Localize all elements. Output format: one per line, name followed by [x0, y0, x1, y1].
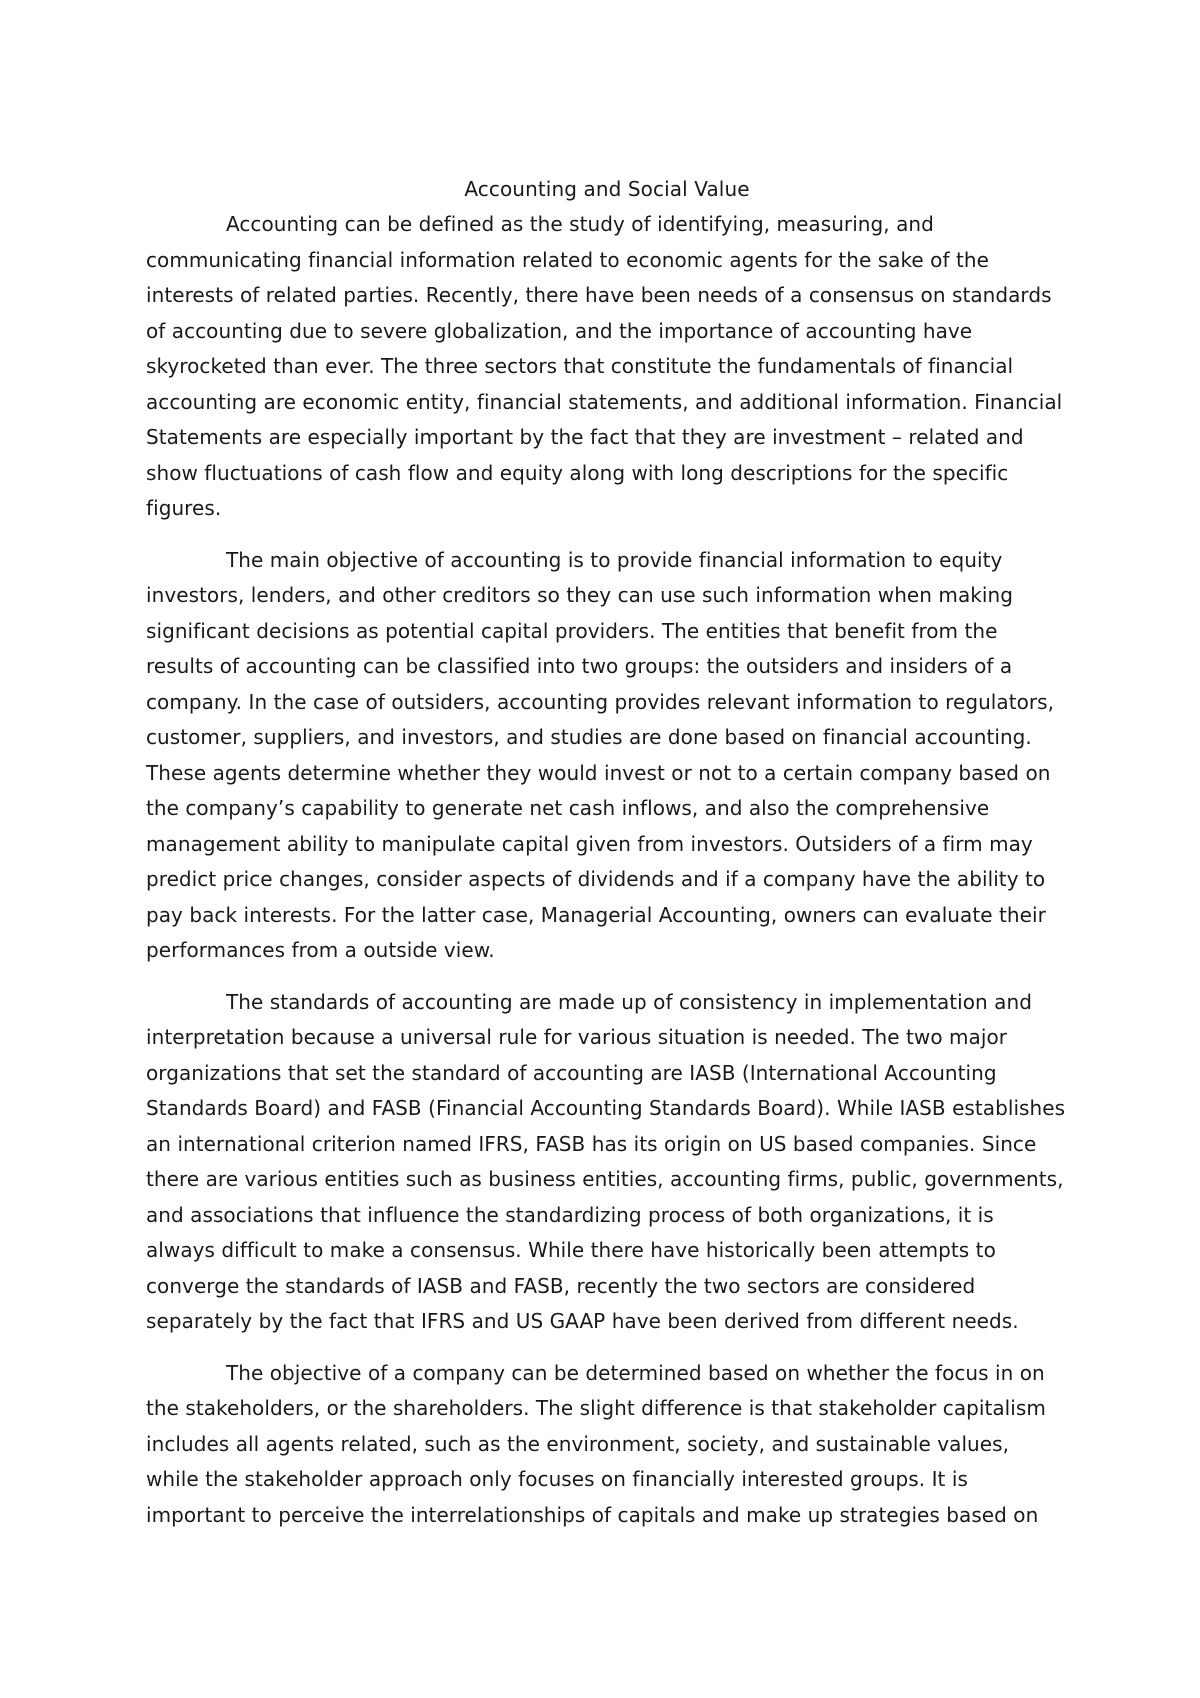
document-title: Accounting and Social Value: [464, 177, 750, 201]
paragraph-2: The main objective of accounting is to provide financial information to equity investors, lenders, and other creditors so they can use such information when making significant decisions as potential capital providers. The entities that benefit from the results of accounting can be classified into two groups: the outsiders and insiders of a company. In the case of outsiders, accounting provides relevant information to regulators, customer, suppliers, and investors, and studies are done based on financial accounting. These agents determine whether they would invest or not to a certain company based on the company’s capability to generate net cash inflows, and also the comprehensive management ability to manipulate capital given from investors. Outsiders of a firm may predict price changes, consider aspects of dividends and if a company have the ability to pay back interests. For the latter case, Managerial Accounting, owners can evaluate their performances from a outside view.: [146, 547, 1055, 962]
paragraph-3: The standards of accounting are made up of consistency in implementation and interpretation because a universal rule for various situation is needed. The two major organizations that set the standard of accounting are IASB (International Accounting Standards Board) and FASB (Financial Accounting Standards Board). While IASB establishes an international criterion named IFRS, FASB has its origin on US based companies. Since there are various entities such as business entities, accounting firms, public, governments, and associations that influence the standardizing process of both organizations, it is always difficult to make a consensus. While there have historically been attempts to converge the standards of IASB and FASB, recently the two sectors are considered separately by the fact that IFRS and US GAAP have been derived from different needs.: [146, 989, 1066, 1333]
paragraph-1: Accounting can be defined as the study of identifying, measuring, and communicating financial information related to economic agents for the sake of the interests of related parties. Recently, there have been needs of a consensus on standards of accounting due to severe globalization, and the importance of accounting have skyrocketed than ever. The three sectors that constitute the fundamentals of financial accounting are economic entity, financial statements, and additional information. Financial Statements are especially important by the fact that they are investment – related and show fluctuations of cash flow and equity along with long descriptions for the specific figures.: [146, 212, 1063, 520]
document-body: [146, 172, 1068, 1549]
paragraph-4: The objective of a company can be determined based on whether the focus in on the stakeholders, or the shareholders. The slight difference is that stakeholder capitalism includes all agents related, such as the environment, society, and sustainable values, while the stakeholder approach only focuses on financially interested groups. It is important to perceive the interrelationships of capitals and make up strategies based on: [146, 1360, 1046, 1527]
